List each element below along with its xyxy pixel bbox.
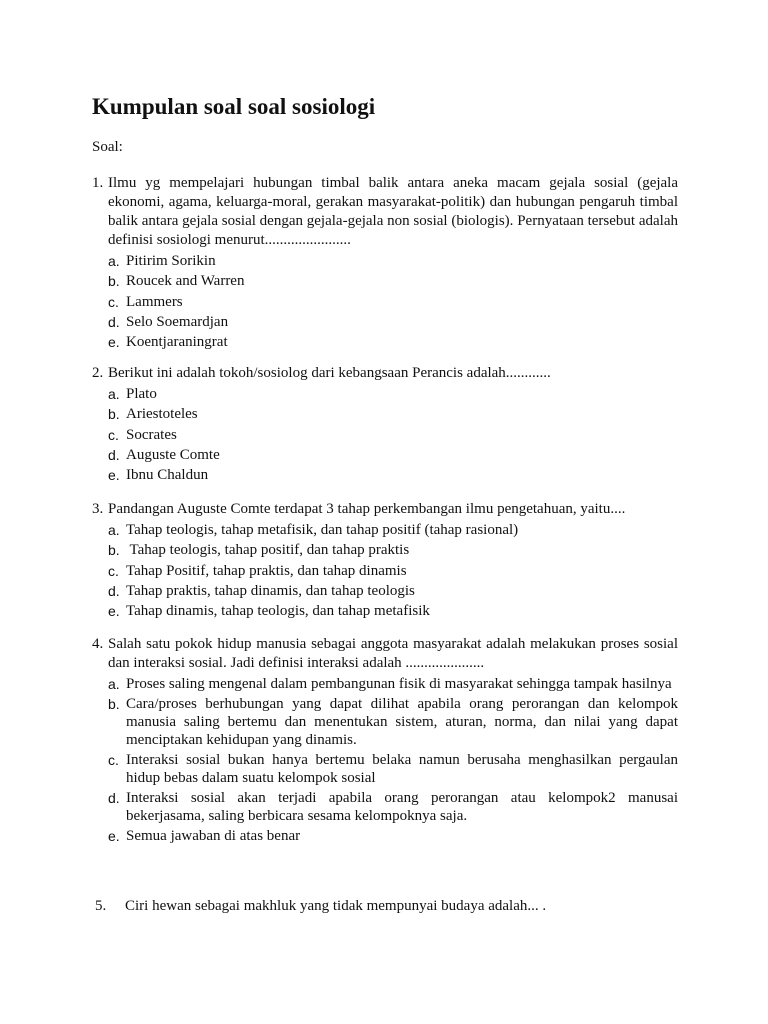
option-c: c. Interaksi sosial bukan hanya bertemu belaka namun berusaha menghasilkan pergaulan hidup bebas dalam suatu kelompok sosial: [108, 752, 678, 787]
option-e: e. Ibnu Chaldun: [108, 467, 209, 484]
document-title: Kumpulan soal soal sosiologi: [92, 94, 376, 119]
option-d: d. Interaksi sosial akan terjadi apabila orang perorangan atau kelompok2 manusai bekerjasama, saling berbicara sesama kelompoknya saja.: [108, 789, 678, 824]
option-a: a. Pitirim Sorikin: [108, 253, 216, 269]
options-list: [108, 252, 678, 352]
option-d: d. Selo Soemardjan: [108, 313, 229, 330]
options-list: [108, 385, 678, 485]
question-text: Ilmu yg mempelajari hubungan timbal balik antara aneka macam gejala sosial (gejala ekonomi, agama, keluarga-moral, gerakan masyarakat-politik) dan hubungan pengaruh timbal balik antara gejala sosial dengan gejala-gejala non sosial (biologis). Pernyataan tersebut adalah definisi sosiologi menurut.......................: [108, 175, 678, 248]
option-c: c. Tahap Positif, tahap praktis, dan tahap dinamis: [108, 562, 407, 579]
option-e: e. Koentjaraningrat: [108, 334, 228, 351]
option-a: a. Tahap teologis, tahap metafisik, dan tahap positif (tahap rasional): [108, 522, 519, 538]
question-text: Ciri hewan sebagai makhluk yang tidak mempunyai budaya adalah... .: [125, 898, 547, 914]
question-4: [92, 635, 678, 847]
question-3: [92, 500, 678, 622]
option-c: c. Socrates: [108, 426, 177, 443]
options-list: [108, 521, 678, 621]
question-text: Salah satu pokok hidup manusia sebagai anggota masyarakat adalah melakukan proses sosial dan interaksi sosial. Jadi definisi interaksi adalah .....................: [108, 636, 678, 671]
question-number: 1.: [92, 175, 104, 191]
question-text: Berikut ini adalah tokoh/sosiolog dari kebangsaan Perancis adalah............: [108, 365, 551, 381]
option-a: a. Plato: [108, 386, 157, 402]
option-b: b. Ariestoteles: [108, 406, 198, 423]
section-label: Soal:: [92, 139, 123, 155]
option-d: d. Tahap praktis, tahap dinamis, dan tahap teologis: [108, 582, 415, 599]
options-list: [108, 675, 678, 845]
option-c: c. Lammers: [108, 293, 183, 310]
question-2: [92, 364, 678, 486]
question-text: Pandangan Auguste Comte terdapat 3 tahap perkembangan ilmu pengetahuan, yaitu....: [108, 501, 626, 517]
option-e: e. Tahap dinamis, tahap teologis, dan tahap metafisik: [108, 603, 430, 620]
question-5: [95, 897, 546, 916]
question-number: 3.: [92, 501, 104, 517]
option-b: b. Cara/proses berhubungan yang dapat dilihat apabila orang perorangan dan kelompok manusia saling bertemu dan menentukan sistem, aturan, norma, dan nilai yang dapat menciptakan kehidupan yang dinamis.: [108, 696, 678, 749]
question-1: [92, 174, 678, 353]
question-number: 2.: [92, 365, 104, 381]
option-d: d. Auguste Comte: [108, 446, 220, 463]
option-b: b. Tahap teologis, tahap positif, dan tahap praktis: [108, 542, 410, 559]
option-b: b. Roucek and Warren: [108, 273, 245, 290]
question-number: 4.: [92, 636, 104, 652]
option-e: e. Semua jawaban di atas benar: [108, 827, 301, 844]
option-a: a. Proses saling mengenal dalam pembangunan fisik di masyarakat sehingga tampak hasilnya: [108, 676, 672, 692]
question-number: 5.: [95, 898, 107, 914]
